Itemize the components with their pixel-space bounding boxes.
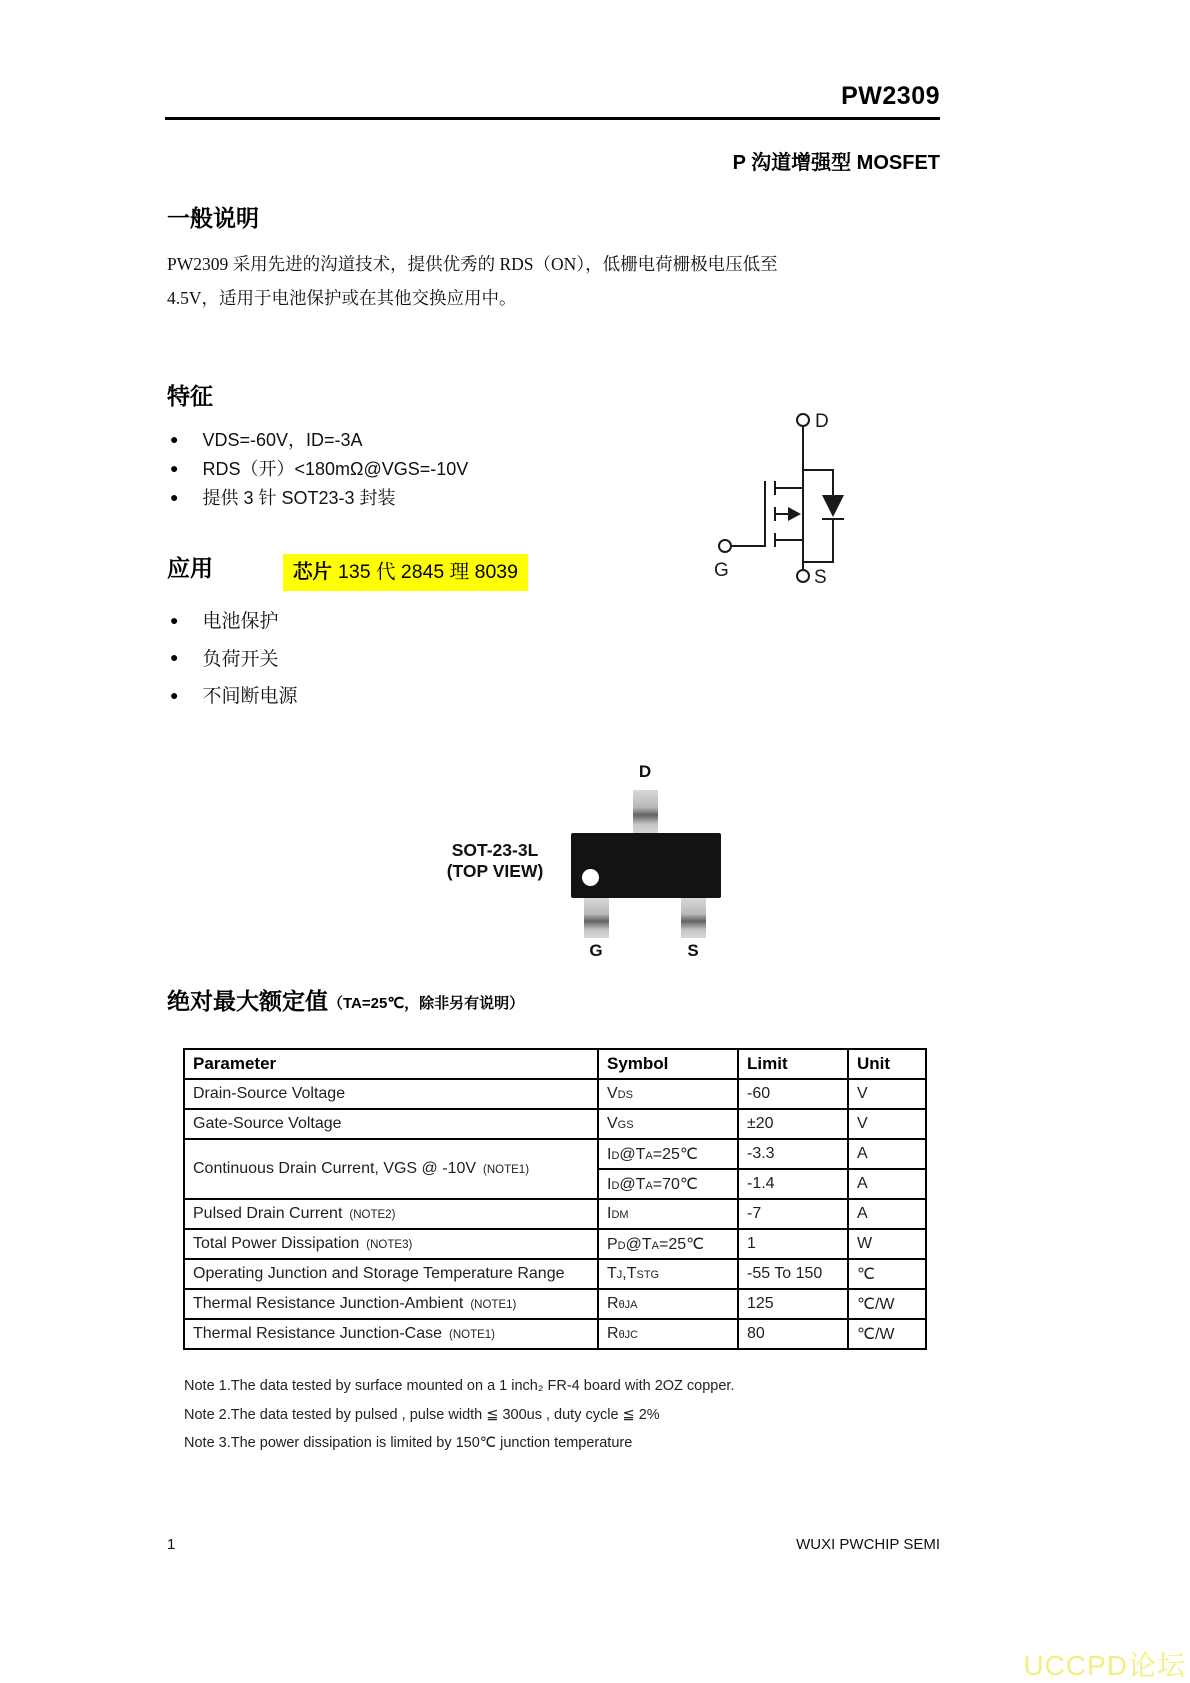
section-heading-general: 一般说明 [167,205,259,231]
package-name [425,840,565,882]
col-header-symbol: Symbol [598,1049,738,1079]
symbol-cell: ID@TA=70℃ [598,1169,738,1199]
parameter-cell: Thermal Resistance Junction-Case (NOTE1) [184,1319,598,1349]
max-ratings-table [183,1048,927,1350]
doc-number: PW2309 [841,82,940,110]
limit-cell: -55 To 150 [738,1259,848,1289]
unit-cell: A [848,1139,926,1169]
package-pin-source [681,898,706,938]
page-subtitle: P 沟道增强型 MOSFET [732,152,940,174]
parameter-cell: Drain-Source Voltage [184,1079,598,1109]
package-name-line1: SOT-23-3L [451,840,539,860]
features-list [170,424,468,511]
bullet-icon: ● [170,430,179,447]
pin1-marker-dot [582,869,599,886]
feature-item [170,453,468,482]
package-pin-drain [633,790,658,833]
symbol-cell: VDS [598,1079,738,1109]
drain-terminal [797,414,809,426]
limit-cell: 80 [738,1319,848,1349]
table-row [184,1139,926,1169]
table-row [184,1289,926,1319]
note-2: Note 2.The data tested by pulsed , pulse width ≦ 300us , duty cycle ≦ 2% [184,1406,660,1423]
package-pin-label-g: G [589,941,603,960]
symbol-cell: IDM [598,1199,738,1229]
feature-item-text: 提供 3 针 SOT23-3 封装 [202,487,396,508]
unit-cell: A [848,1199,926,1229]
arrow-icon [788,507,801,521]
general-description [167,248,957,315]
package-pin-label-d: D [638,762,652,781]
limit-cell: -1.4 [738,1169,848,1199]
table-notes [184,1372,944,1458]
mosfet-schematic [640,378,860,593]
application-item [170,639,297,677]
highlighted-note-rest: 135 代 2845 理 8039 [338,561,518,583]
parameter-cell: Operating Junction and Storage Temperature Range [184,1259,598,1289]
symbol-cell: RθJA [598,1289,738,1319]
symbol-cell: VGS [598,1109,738,1139]
feature-item-text: VDS=-60V，ID=-3A [202,429,363,450]
gate-label: G [714,560,729,581]
general-description-line2: 4.5V，适用于电池保护或在其他交换应用中。 [167,287,517,308]
general-description-line1: PW2309 采用先进的沟道技术，提供优秀的 RDS（ON），低栅电荷栅极电压低至 [167,254,778,274]
bullet-icon: ● [170,686,179,703]
symbol-cell: RθJC [598,1319,738,1349]
limit-cell: -7 [738,1199,848,1229]
highlighted-note-bold: 芯片 [293,561,333,583]
limit-cell: -60 [738,1079,848,1109]
unit-cell: W [848,1229,926,1259]
header-rule [165,117,940,120]
col-header-limit: Limit [738,1049,848,1079]
application-item-text: 电池保护 [202,611,279,633]
application-item [170,676,297,714]
application-item [170,601,297,639]
ratings-heading-text: 绝对最大额定值 [167,988,328,1014]
gate-terminal [719,540,731,552]
table-header-row [184,1049,926,1079]
applications-list [170,601,297,714]
package-pin-gate [584,898,609,938]
note-3: Note 3.The power dissipation is limited by 150℃ junction temperature [184,1435,633,1452]
source-terminal [797,570,809,582]
section-heading-features: 特征 [167,383,213,409]
ratings-heading-condition: （TA=25℃，除非另有说明） [328,995,525,1012]
section-heading-applications: 应用 [167,555,213,581]
bullet-icon: ● [170,459,179,476]
table-row [184,1199,926,1229]
feature-item-text: RDS（开）<180mΩ@VGS=-10V [202,458,469,479]
col-header-parameter: Parameter [184,1049,598,1079]
limit-cell: -3.3 [738,1139,848,1169]
parameter-cell: Continuous Drain Current, VGS @ -10V (NOTE1) [184,1139,598,1199]
package-body [571,833,721,898]
limit-cell: ±20 [738,1109,848,1139]
unit-cell: A [848,1169,926,1199]
symbol-cell: PD@TA=25℃ [598,1229,738,1259]
parameter-cell: Gate-Source Voltage [184,1109,598,1139]
footer-company: WUXI PWCHIP SEMI [796,1536,940,1553]
section-heading-ratings [167,983,524,1016]
feature-item [170,424,468,453]
table-row [184,1109,926,1139]
application-item-text: 不间断电源 [202,686,298,708]
unit-cell: ℃/W [848,1289,926,1319]
symbol-cell: ID@TA=25℃ [598,1139,738,1169]
table-row [184,1319,926,1349]
bullet-icon: ● [170,649,179,666]
table-row [184,1259,926,1289]
page-number: 1 [167,1536,176,1553]
bullet-icon: ● [170,611,179,628]
parameter-cell: Thermal Resistance Junction-Ambient (NOTE1) [184,1289,598,1319]
package-name-line2: (TOP VIEW) [446,861,544,881]
highlighted-note [283,554,528,591]
note-1: Note 1.The data tested by surface mounted on a 1 inch₂ FR-4 board with 2OZ copper. [184,1378,735,1395]
source-label: S [814,567,827,588]
application-item-text: 负荷开关 [202,648,279,670]
package-pin-label-s: S [687,941,699,960]
symbol-cell: TJ,TSTG [598,1259,738,1289]
limit-cell: 1 [738,1229,848,1259]
feature-item [170,482,468,511]
unit-cell: V [848,1079,926,1109]
table-row [184,1079,926,1109]
bullet-icon: ● [170,488,179,505]
body-diode-icon [822,495,844,517]
drain-label: D [815,411,829,432]
parameter-cell: Pulsed Drain Current (NOTE2) [184,1199,598,1229]
unit-cell: ℃/W [848,1319,926,1349]
unit-cell: ℃ [848,1259,926,1289]
parameter-cell: Total Power Dissipation (NOTE3) [184,1229,598,1259]
watermark: UCCPD论坛 [1023,1650,1186,1681]
col-header-unit: Unit [848,1049,926,1079]
limit-cell: 125 [738,1289,848,1319]
table-row [184,1229,926,1259]
unit-cell: V [848,1109,926,1139]
